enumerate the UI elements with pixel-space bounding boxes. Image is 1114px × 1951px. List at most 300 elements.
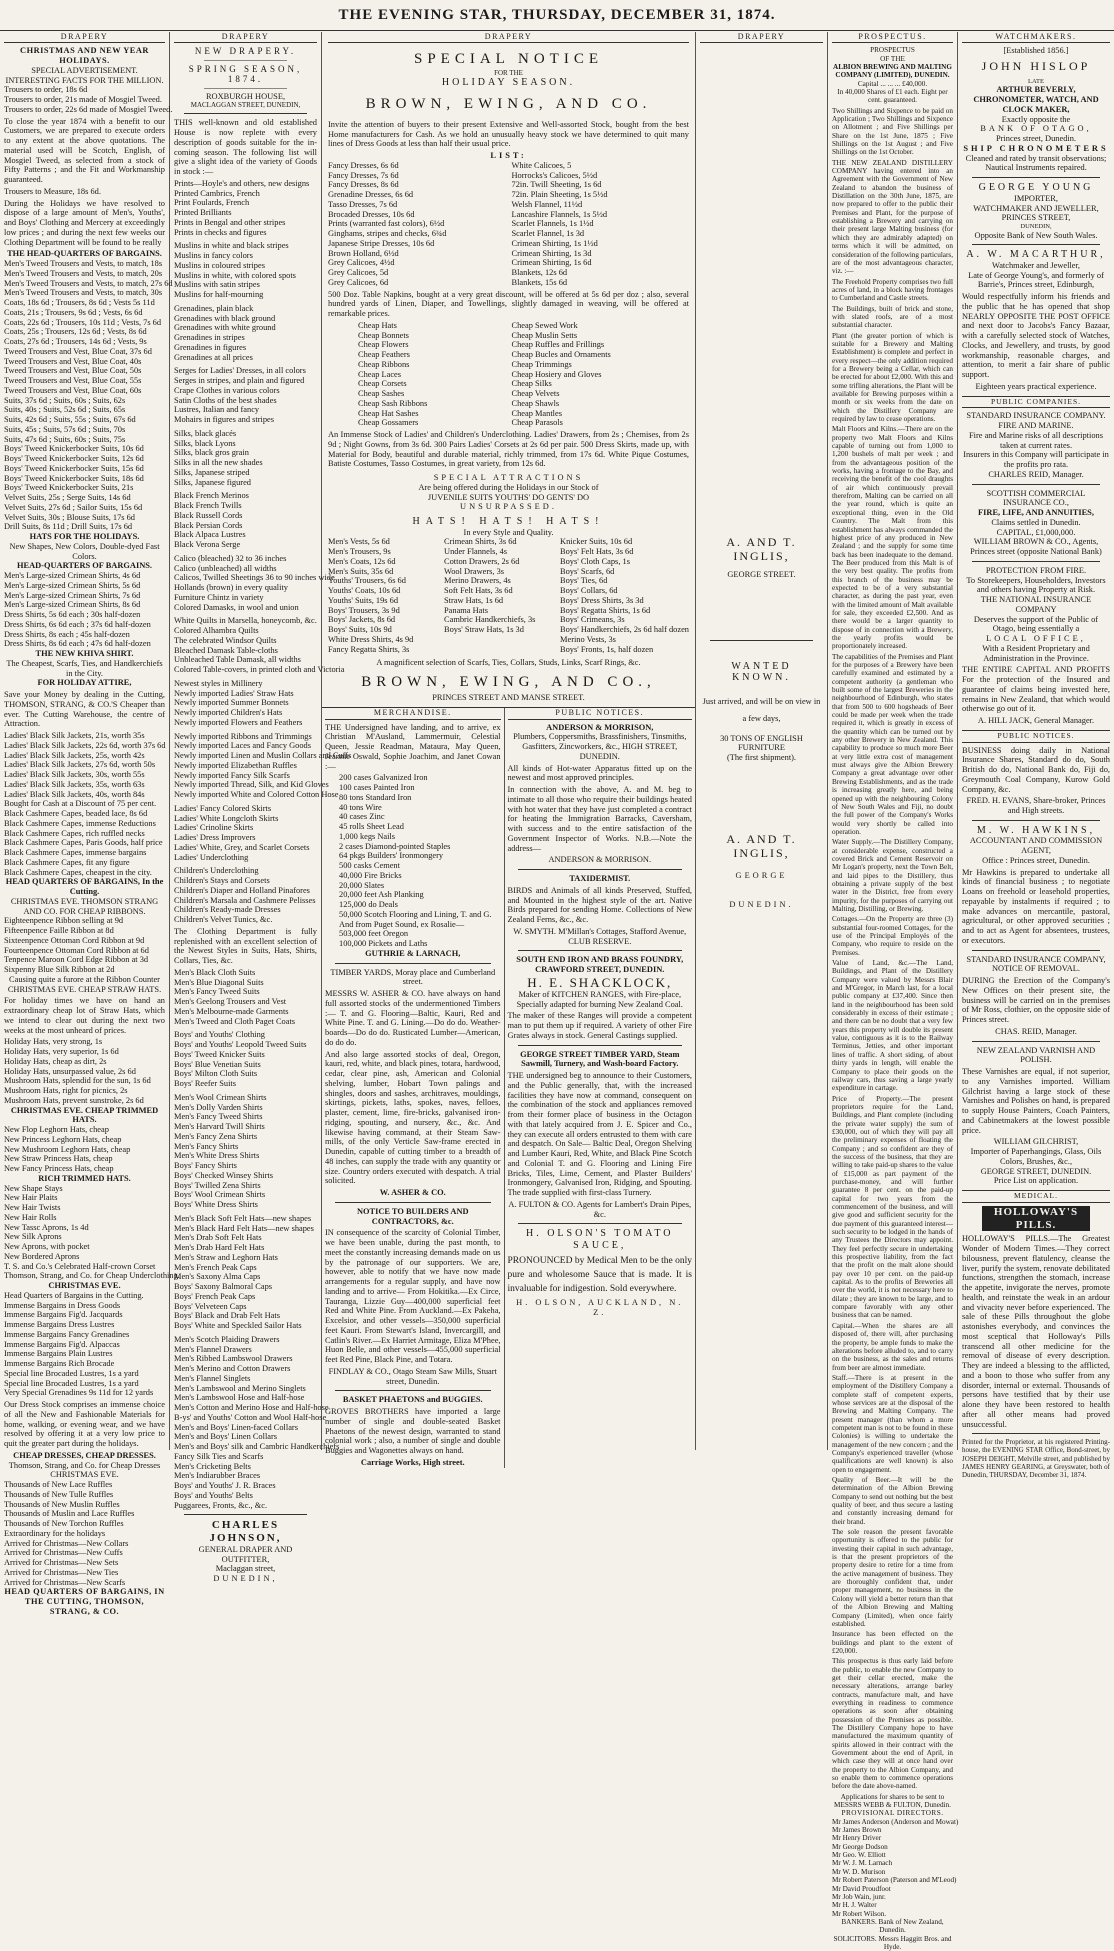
list-item: Mr W. D. Murison: [832, 1867, 886, 1876]
list-item: Ladies' Dress Improvers: [174, 833, 256, 843]
list-item: Grenadines with black ground: [174, 313, 276, 323]
list-item: Mr Robert Wilson.: [832, 1909, 887, 1918]
list-item: Men's Black Soft Felt Hats—new shapes: [174, 1213, 312, 1223]
ad-paragraph: Mr Hawkins is prepared to undertake all kinds of financial business ; to negotiate Loans on freehold or leasehold properties, repayable by instalments if required ; to make advances on mercantile, pastoral, agricultural, or other approved securities ; and to act as Agent for absentees, trustees, or executors.: [962, 867, 1110, 945]
list-item: Dress Shirts, 8s each ; 45s half-dozen: [4, 629, 130, 639]
list-item: Arrived for Christmas—New Sets: [4, 1558, 119, 1568]
ad-paragraph: The capabilities of the Premises and Plant for the purposes of a Brewery have been carefully examined and estimated by a competent authority (a gentleman who built some of the largest Breweries in the neighbourhood of Edinburgh, who states that from 500 to 600 hogsheads of Beer could be made per week when the trade required it, which is greatly in excess of the quantity which can be turned out by any other Brewery in New Zealand. This capability to produce so much more Beer at very little extra cost of management must always give the Albion Brewery Company a great advantage over other Brewing Establishments, and as the trade is increasing greatly here, and being opened up with the neighbouring Colony of New South Wales and Fiji, no doubt the full power of the Company's Works would very shortly be called into operation.: [832, 652, 953, 836]
ad-paragraph: The Buildings, built of brick and stone, with slated roofs, are of a most substantial character.: [832, 304, 953, 330]
list-item: Crimean Shirting, 1s 6d: [511, 258, 592, 268]
price-list: [328, 537, 438, 654]
list-item: Boys' Tweed Knickerbocker Suits, 18s 6d: [4, 473, 144, 483]
column-header: PROSPECTUS.: [832, 32, 953, 43]
list-item: 1,000 kegs Nails: [339, 831, 396, 841]
list-item: 200 cases Galvanized Iron: [339, 773, 428, 783]
list-item: Horrocks's Calicoes, 5½d: [511, 170, 598, 180]
divider: [972, 950, 1100, 951]
list-item: Brocaded Dresses, 10s 6d: [328, 209, 415, 219]
list-item: Boys' and Youths' Clothing: [174, 1030, 265, 1040]
list-item: Boys' and Youths' Leopold Tweed Suits: [174, 1040, 307, 1050]
ad-line: Exactly opposite the: [1001, 114, 1071, 124]
section-heading: BASKET PHAETONS and BUGGIES.: [342, 1395, 483, 1405]
list-item: Ladies' Black Silk Jackets, 25s, worth 42s: [4, 750, 145, 760]
list-item: Black Verona Serge: [174, 540, 241, 550]
section-heading: GEORGE STREET TIMBER YARD, Steam Sawmill, Turnery, and Wash-board Factory.: [520, 1049, 680, 1069]
list-item: Newly imported Fancy Silk Scarfs: [174, 770, 290, 780]
divider: [972, 561, 1100, 562]
list-item: 64 pkgs Builders' Ironmongery: [339, 851, 444, 861]
ad-paragraph: THE Undersigned have landing, and to arrive, ex Christian M'Ausland, Lammermuir, Celestial Queen, Jessie Readman, Mataura, May Queen, Jeannie Oswald, Sophie Joachim, and Janet Cowan :—: [325, 722, 501, 771]
address: DUNEDIN.: [729, 900, 794, 910]
divider: [518, 1045, 682, 1046]
list-item: Grenadines at all prices: [174, 352, 253, 362]
list-item: Ladies' White, Grey, and Scarlet Corsets: [174, 842, 310, 852]
ad-line: GEORGE STREET, DUNEDIN.: [980, 1166, 1092, 1176]
section-heading: HEAD QUARTERS OF BARGAINS, In the Cutting.: [5, 877, 164, 897]
list-item: New Mushroom Leghorn Hats, cheap: [4, 1144, 131, 1154]
list-item: New Princess Leghorn Hats, cheap: [4, 1134, 122, 1144]
list-item: Prints in checks and figures: [174, 227, 267, 237]
list-item: The celebrated Windsor Quilts: [174, 635, 277, 645]
ad-line: Cleaned and rated by transit observations; Nautical Instruments repaired.: [965, 153, 1107, 173]
advertiser-trade: GENERAL DRAPER AND OUTFITTER,: [198, 1544, 293, 1564]
advertiser-name: JOHN HISLOP: [981, 59, 1091, 74]
list-item: Newly imported Ladies' Straw Hats: [174, 688, 294, 698]
list-item: Thousands of New Muslin Ruffles: [4, 1499, 120, 1509]
ad-line: Deserves the support of the Public of Otago, being essentially a: [973, 614, 1099, 634]
divider: [972, 1041, 1100, 1042]
list-item: Boys' White Dress Shirts: [174, 1200, 258, 1210]
section-heading: SOUTH END IRON AND BRASS FOUNDRY, CRAWFORD STREET, DUNEDIN.: [516, 955, 684, 974]
list-item: Children's Velvet Tunics, &c.: [174, 915, 273, 925]
list-item: Prints in Bengal and other stripes: [174, 217, 286, 227]
ad-line: ACCOUNTANT AND COMMISSION AGENT,: [969, 836, 1103, 856]
ad-line: PRINCES STREET,: [1001, 213, 1071, 223]
list-item: Boys' Regatta Shirts, 1s 6d: [560, 605, 651, 615]
divider: [335, 1390, 491, 1391]
list-item: Newly imported Summer Bonnets: [174, 698, 289, 708]
ad-paragraph: PRONOUNCED by Medical Men to be the only pure and wholesome Sauce that is made. It is invaluable for indigestion. Sold everywhere.: [507, 1255, 692, 1295]
ad-line: FRED. H. EVANS, Share-broker, Princes and High streets.: [966, 796, 1106, 816]
list-item: Cheap Muslin Setts: [511, 330, 578, 340]
list-item: Men's Fancy Tweed Shirts: [174, 1112, 263, 1122]
list-item: Tweed Trousers and Vest, Blue Coat, 50s: [4, 366, 142, 376]
list-item: 50,000 Scotch Flooring and Lining, T. and G.: [339, 909, 492, 919]
address: GEORGE STREET.: [727, 570, 796, 580]
list-item: New Shape Stays: [4, 1183, 63, 1193]
divider: [335, 963, 491, 964]
ad-line: Late of George Young's, and formerly of Barrie's, Princes street, Edinburgh,: [968, 270, 1104, 290]
column-drapery-4: [696, 32, 828, 1450]
list-item: Silks, black glacés: [174, 428, 237, 438]
list-item: Tasso Dresses, 7s 6d: [328, 199, 398, 209]
list-item: Immense Bargains Fig'd. Alpaccas: [4, 1339, 120, 1349]
advertiser-name: W. ASHER & CO.: [379, 1188, 446, 1197]
column-header: MERCHANDISE.: [325, 708, 501, 719]
list-item: Black French Twills: [174, 501, 242, 511]
ad-line: A. HILL JACK, General Manager.: [977, 716, 1095, 726]
list-item: Mr James Brown: [832, 1826, 882, 1835]
price-list: [4, 571, 165, 649]
list-item: Fancy Silk Ties and Scarfs: [174, 1451, 264, 1461]
list-item: Newly imported White and Colored Cotton Hose: [174, 790, 339, 800]
advertiser-name: MESSRS WEBB & FULTON, Dunedin.: [834, 1801, 951, 1810]
ad-line: CAPITAL, £1,000,000.: [996, 527, 1076, 537]
list-item: Men's Flannel Drawers: [174, 1344, 252, 1354]
list-item: New Flop Leghorn Hats, cheap: [4, 1125, 109, 1135]
divider: [204, 60, 287, 61]
advertiser-name: M. W. HAWKINS,: [976, 824, 1096, 836]
list-item: Men's Fancy Shirts: [174, 1141, 239, 1151]
goods-list: [174, 178, 352, 925]
divider: [518, 950, 682, 951]
list-item: White Calicoes, 5: [511, 160, 572, 170]
advertiser-name: A. AND T. INGLIS,: [726, 831, 797, 860]
list-item: Holiday Hats, very superior, 1s 6d: [4, 1047, 119, 1057]
list-item: Crimean Shirting, 1s 1½d: [511, 238, 598, 248]
ad-line: BANK OF OTAGO,: [980, 124, 1092, 134]
advertiser-name: BROWN, EWING, AND CO.,: [361, 674, 656, 691]
column-drapery-1: [0, 32, 180, 1616]
list-item: Bought for Cash at a Discount of 75 per cent.: [4, 799, 157, 809]
masthead: THE EVENING STAR, THURSDAY, DECEMBER 31, 1874.: [0, 0, 1114, 31]
list-item: Trousers to order, 22s 6d made of Mosgiel Tweed.: [4, 104, 173, 114]
price-list: [560, 537, 689, 654]
list-item: Men's Saxony Alma Caps: [174, 1272, 261, 1282]
list-item: Men's Blue Diagonal Suits: [174, 977, 264, 987]
list-item: Suits, 37s 6d ; Suits, 60s ; Suits, 62s: [4, 395, 126, 405]
list-item: Men's Tweed Trousers and Vests, to match, 30s: [4, 288, 163, 298]
list-item: Holiday Hats, cheap as dirt, 2s: [4, 1056, 107, 1066]
advertiser-name: THE NATIONAL INSURANCE COMPANY: [980, 595, 1092, 614]
list-item: Mushroom Hats, right for picnics, 2s: [4, 1086, 128, 1096]
list-item: Ladies' White Longcloth Skirts: [174, 813, 279, 823]
list-item: Arrived for Christmas—New Collars: [4, 1538, 129, 1548]
list-item: Youths' Suits, 19s 6d: [328, 595, 399, 605]
list-item: Fancy Dresses, 8s 6d: [328, 180, 399, 190]
list-item: New Tassc Aprons, 1s 4d: [4, 1222, 89, 1232]
list-item: Thomson, Strang, and Co. for Cheap Underclothing.: [4, 1271, 180, 1281]
ad-line: [Established 1856.]: [1003, 46, 1069, 56]
list-item: Men's and Boys' Linen-faced Collars: [174, 1422, 298, 1432]
divider: [972, 1433, 1100, 1434]
list-item: Boys' Checked Winsey Shirts: [174, 1170, 273, 1180]
ad-title: ALBION BREWING AND MALTING COMPANY (LIMITED), DUNEDIN.: [833, 62, 952, 80]
list-item: Calico (unbleached) all widths: [174, 563, 277, 573]
list-item: Japanese Stripe Dresses, 10s 6d: [328, 238, 435, 248]
list-item: Welsh Flannel, 11½d: [511, 199, 583, 209]
list-item: Colored Table-covers, in printed cloth and Victoria: [174, 665, 345, 675]
list-item: Coats, 21s ; Trousers, 9s 6d ; Vests, 6s 6d: [4, 307, 143, 317]
ad-paragraph: This prospectus is thus early laid before the public, to enable the new Company to get their cellar erected, make the necessary alterations, arrange barley contracts, manufacture malt, and have everything in readiness to commence operations as soon after obtaining possession of the Premises as possible. The Distillery Company hope to have manufactured the maximum quantity of spirits allowed in their contract with the Government about the end of April, in which case they will at once hand over the property to the Albion Company, and so enable them to commence operations before the date above-named.: [832, 1657, 953, 1791]
list-item: Silks, Japanese figured: [174, 477, 251, 487]
list-item: Boys' Saxony Balmoral Caps: [174, 1282, 273, 1292]
ad-line: Are being offered during the Holidays in our Stock of: [418, 482, 599, 492]
list-item: Scarlet Flannel, 1s 3d: [511, 229, 585, 238]
ad-paragraph: HOLLOWAY'S PILLS.—The Greatest Wonder of Modern Times.—They correct bilousness, prevent flatulency, cleanse the liver, purify the system, renovate debilitated functions, strengthen the stomach, increase the appetite, invigorate the nerves, promote health, and reinstate the weak in an ardour and vivacity never before experienced. The sale of these Pills throughout the globe astonishes everybody, and convinces the most sceptical that Holloway's Pills transcend all other medicine for the removal of disease of every description. They are indeed a blessing to the afflicted, and a boon to those who suffer from any disorder, internal or external. Thousands of persons have testified that by their use alone they have been restored to health after all other means had proved unsuccessful.: [962, 1234, 1110, 1429]
ad-subtitle: SPRING SEASON, 1874.: [188, 63, 303, 85]
list-item: Men's Large-sized Crimean Shirts, 7s 6d: [4, 590, 141, 600]
advertiser-name: H. OLSON, AUCKLAND, N. Z.: [516, 1298, 684, 1318]
list-item: Ladies' Black Silk Jackets, 27s 6d, worth 50s: [4, 760, 156, 770]
advertiser-name: A. FULTON & CO. Agents for Lambert's Drain Pipes, &c.: [508, 1199, 692, 1219]
section-header: PUBLIC COMPANIES.: [962, 396, 1110, 409]
ad-line: WILLIAM BROWN & CO., Agents, Princes street (opposite National Bank): [970, 537, 1102, 557]
holloway-banner: HOLLOWAY'S PILLS.: [982, 1206, 1090, 1232]
divider: [335, 1202, 491, 1203]
column-header: DRAPERY: [4, 32, 165, 43]
list-item: Boys' White and Speckled Sailor Hats: [174, 1321, 302, 1331]
list-item: Suits, 42s 6d ; Suits, 55s ; Suits, 67s 6d: [4, 415, 136, 425]
section-heading: TIMBER YARDS, Moray place and Cumberland street.: [330, 967, 496, 987]
column-header: DRAPERY: [174, 32, 317, 43]
ad-line: SHIP CHRONOMETERS: [963, 143, 1109, 153]
list-item: Drill Suits, 8s 11d ; Drill Suits, 17s 6d: [4, 522, 133, 532]
list-item: Prints—Hoyle's and others, new designs: [174, 178, 310, 188]
list-item: Suits, 40s ; Suits, 52s 6d ; Suits, 65s: [4, 405, 126, 415]
list-item: Cheap Trimmings: [511, 359, 572, 369]
section-heading: HATS FOR THE HOLIDAYS.: [29, 532, 140, 542]
address: Maclaggan street,: [215, 1564, 276, 1574]
divider: [972, 244, 1100, 245]
section-heading: NOTICE OF REMOVAL.: [991, 964, 1081, 974]
directors-list: [832, 1817, 959, 1918]
list-item: Cheap Parasols: [511, 418, 563, 428]
list-item: Newly imported Elizabethan Ruffles: [174, 760, 297, 770]
column-prospectus: [828, 32, 959, 1951]
ad-paragraph: MESSRS W. ASHER & CO. have always on hand full assorted stocks of the undermentioned Timbers :— T. and G. Flooring—Baltic, Kauri, Red and White Pine. T. and G. Lining.—Do do do. Weather-boards—Do do do. Rusticated Lumber—American, do do do.: [325, 989, 501, 1047]
list-item: Grenadines in stripes: [174, 333, 245, 343]
column-header: PUBLIC NOTICES.: [508, 708, 692, 719]
list-item: Soft Felt Hats, 3s 6d: [444, 586, 513, 596]
ad-line: With a Resident Proprietary and Administration in the Province.: [982, 643, 1090, 663]
list-item: Arrived for Christmas—New Ties: [4, 1567, 119, 1577]
list-item: Dress Shirts, 8s 6d each ; 47s 6d half-dozen: [4, 639, 151, 649]
list-item: Immense Bargains in Dress Goods: [4, 1300, 121, 1310]
list-item: Printed Brilliants: [174, 208, 232, 218]
address: DUNEDIN,: [1020, 223, 1052, 231]
list-item: Men's Tweed Trousers and Vests, to match, 18s: [4, 259, 163, 269]
list-item: Boys' Handkerchiefs, 2s 6d half dozen: [560, 625, 689, 635]
list-item: Cheap Mantles: [511, 408, 562, 418]
list-item: Cheap Ribbons: [358, 359, 410, 369]
goods-list: [512, 321, 660, 428]
list-item: Cheap Laces: [358, 369, 402, 379]
list-item: Muslins in white and black stripes: [174, 241, 289, 251]
list-item: Coats, 25s ; Trousers, 12s 6d ; Vests, 8s 6d: [4, 327, 147, 337]
advertiser-name: A. AND T. INGLIS,: [726, 535, 797, 564]
list-item: Panama Hats: [444, 605, 488, 615]
price-list: [4, 1480, 165, 1587]
ad-paragraph: An Immense Stock of Ladies' and Children's Underclothing. Ladies' Drawers, from 2s ; Chemises, from 2s 9d ; Night Gowns, from 3s 6d. 300 Pairs Ladies' Corsets at 2s 6d per pair. 500 Dress Skirts, made up, with Material for Body, beautiful and durable material, richly trimmed, from 17s 6d. White Pique Costumes, Batiste Costumes, Tasso Costumes, in great variety, from 12s 6d.: [328, 430, 689, 469]
list-item: Unbleached Table Damask, all widths: [174, 655, 301, 665]
list-item: Merino Vests, 3s: [560, 634, 616, 644]
list-item: Men's and Boys' Linen Collars: [174, 1432, 278, 1442]
list-item: Silks, black Lyons: [174, 438, 236, 448]
price-list: [4, 1125, 165, 1174]
list-item: 100,000 Pickets and Laths: [339, 939, 428, 948]
ad-line: ARTHUR BEVERLY,: [996, 85, 1076, 95]
ad-line: Watchmaker and Jeweller,: [991, 260, 1081, 270]
list-item: Children's Ready-made Dresses: [174, 905, 281, 915]
list-item: Ladies' Black Silk Jackets, 22s 6d, worth 37s 6d: [4, 740, 166, 750]
list-item: 20,000 Slates: [339, 880, 385, 890]
list-item: Men's Wool Crimean Shirts: [174, 1092, 267, 1102]
ad-paragraph: For holiday times we have on hand an extraordinary cheap lot of Straw Hats, which we intend to clear out during the next two weeks at the most unheard of prices.: [4, 996, 165, 1035]
list-item: Serges for Ladies' Dresses, in all colors: [174, 366, 306, 376]
list-item: Print Foulards, French: [174, 198, 250, 208]
ad-paragraph: The sole reason the present favorable opportunity is offered to the public for investing their capital in such advantage, is that the present proprietors of the property desire to retire for a time from the active management of business. They are thoroughly confident that, under proper management, no business in the Colony will yield a better return than that of the Albion Brewing and Malting Company (Limited), when once fairly established.: [832, 1528, 953, 1628]
ad-footer: HEAD QUARTERS OF BARGAINS, IN THE CUTTING, THOMSON, STRANG, & CO.: [4, 1587, 165, 1616]
advertiser-name: STANDARD INSURANCE COMPANY,: [966, 954, 1106, 964]
ad-line: Insurers in this Company will participate in the profits pro rata.: [963, 450, 1109, 470]
list-item: Hollands (brown) in every quality: [174, 583, 288, 593]
ad-title: NEW DRAPERY.: [194, 46, 297, 57]
list-item: Mr Job Wain, junr.: [832, 1892, 886, 1901]
list-item: Boys' Tweed Knickerbocker Suits, 12s 6d: [4, 454, 144, 464]
list-item: Fifteenpence Faille Ribbon at 8d: [4, 926, 114, 936]
ad-subtitle: HOLIDAY SEASON.: [441, 76, 576, 88]
ad-line: Eighteen years practical experience.: [975, 381, 1097, 391]
list-item: Newly imported Flowers and Feathers: [174, 717, 303, 727]
ad-line: Applications for shares to be sent to: [840, 1792, 945, 1801]
advertiser-name: SCOTTISH COMMERCIAL INSURANCE CO.,: [986, 488, 1086, 508]
ad-line: Capital ... ... ... £40,000.: [857, 79, 928, 88]
list-item: Grenadine Dresses, 6s 6d: [328, 190, 414, 199]
list-item: New Straw Princess Hats, cheap: [4, 1154, 113, 1164]
ad-title: PROSPECTUS: [870, 46, 915, 55]
list-item: T. S. and Co.'s Celebrated Half-crown Corset: [4, 1261, 156, 1271]
list-item: Mr David Proudfoot: [832, 1884, 891, 1893]
ad-paragraph: Our Dress Stock comprises an immense choice of all the New and Fashionable Materials for home, walking, or evening wear, and we have resolved by offering it at a very low price to quit the greater part during the holidays.: [4, 1400, 165, 1449]
ad-paragraph: Malt Floors and Kilns.—There are on the property two Malt Floors and Kilns capable of turning out from 1,000 to 1,200 bushels of malt per week ; and from the advantageous position of the works, having a frontage to the Bay, and receiving the benefit of the cool draughts of air which continuously prevail therefrom, Malting can be carried on all the year round, which is quite an exceptional thing, even in the Old Country. The Malt from this establishment has always commanded the highest price of any produced in New Zealand ; and the supply for some time back has been inadequate to the demand. The Beer produced from this Malt is of the very best quality. The profits from this branch of the business may be expected to be of a very substantial character, as during the past year, even with the limited amount of Malt available for sale, they exceeded £2,500. And as there would be a larger quantity to dispose of in connection with a Brewery, the yearly profits would be proportionately increased.: [832, 425, 953, 651]
list-item: New Fancy Princess Hats, cheap: [4, 1164, 114, 1174]
list-item: Mushroom Hats, splendid for the sun, 1s 6d: [4, 1076, 151, 1086]
list-item: Men's Drab Hard Felt Hats: [174, 1243, 265, 1253]
list-item: Immense Bargains Dress Lustres: [4, 1320, 115, 1330]
list-item: 503,000 feet Oregon: [339, 929, 409, 939]
list-item: Cheap Sashes: [358, 389, 405, 398]
list-item: Boys' Fancy Shirts: [174, 1161, 237, 1171]
list-item: Ladies' Black Silk Jackets, 30s, worth 55s: [4, 770, 145, 780]
list-item: Mr Henry Driver: [832, 1834, 882, 1843]
list-item: Mr James Anderson (Anderson and Mowat): [832, 1817, 959, 1826]
list-item: Lancashire Flannels, 1s 5½d: [511, 209, 608, 219]
list-item: Boys' Straw Hats, 1s 3d: [444, 625, 524, 635]
list-item: Boys' Ties, 6d: [560, 576, 608, 586]
list-item: Immense Bargains Fig'd. Jacquards: [4, 1310, 123, 1320]
section-heading: FOR HOLIDAY ATTIRE,: [37, 678, 132, 688]
list-item: Boys' and Youths' J. R. Braces: [174, 1481, 276, 1491]
list-item: Grenadines, plain black: [174, 303, 254, 313]
ad-line: Price List on application.: [993, 1176, 1079, 1186]
list-item: Men's Large-sized Crimean Shirts, 8s 6d: [4, 600, 141, 610]
list-item: Bleached Damask Table-cloths: [174, 645, 278, 655]
list-item: Holiday Hats, unsurpassed value, 2s 6d: [4, 1066, 136, 1076]
ad-subtitle: INTERESTING FACTS FOR THE MILLION.: [5, 75, 164, 85]
price-list: [4, 187, 165, 197]
list-item: Men's Fancy Tweed Suits: [174, 987, 260, 997]
list-item: Cheap Velvets: [511, 389, 560, 398]
list-item: Grenadines in figures: [174, 342, 247, 352]
price-list: [4, 916, 165, 975]
list-item: 72in. Plain Sheeting, 1s 5½d: [511, 190, 608, 199]
list-item: Black Cashmere Capes, beaded lace, 8s 6d: [4, 809, 148, 819]
list-item: New Silk Aprons: [4, 1232, 62, 1242]
list-item: Ginghams, stripes and checks, 6¾d: [328, 229, 447, 238]
list-item: Newest styles in Millinery: [174, 678, 263, 688]
list-item: Velvet Suits, 25s ; Serge Suits, 14s 6d: [4, 493, 131, 503]
list-item: Cheap Hats: [358, 320, 397, 330]
list-item: Boys' Twilled Zena Shirts: [174, 1180, 261, 1190]
section-heading: RICH TRIMMED HATS.: [38, 1173, 131, 1183]
advertiser-name: CHARLES JOHNSON,: [209, 1519, 282, 1545]
section-heading: PROVISIONAL DIRECTORS.: [841, 1809, 944, 1818]
list-item: Men's Melbourne-made Garments: [174, 1006, 289, 1016]
list-item: Cheap Bonnets: [358, 330, 409, 340]
list-item: Prints (warranted fast colors), 6½d: [328, 219, 445, 229]
advertiser-name: A. W. MACARTHUR,: [966, 249, 1106, 261]
list-item: Tweed Trousers and Vest, Blue Coat, 40s: [4, 356, 142, 366]
list-item: Blankets, 12s 6d: [511, 268, 568, 277]
advertiser-name: BROWN, EWING, AND CO.: [365, 96, 652, 113]
list-item: Arrived for Christmas—New Scarfs: [4, 1577, 126, 1587]
list-item: Men's Lambswool and Merino Singlets: [174, 1383, 306, 1393]
ad-line: WILLIAM GILCHRIST,: [993, 1137, 1079, 1147]
list-item: Fourteenpence Ottoman Cord Ribbon at 6d: [4, 945, 149, 955]
column-header: WATCHMAKERS.: [962, 32, 1110, 43]
ad-paragraph: These Varnishes are equal, if not superior, to any Varnishes imported. William Gilchrist having a large stock of these Varnishes and Polishes on hand, is prepared to supply House Painters, Coach Painters, and Cabinetmakers at the lowest possible price.: [962, 1067, 1110, 1135]
ad-paragraph: Staff.—There is at present in the employment of the Distillery Company a complete staff of competent experts, whose services are at the disposal of the Brewing and Malting Company. The present manager (than whom a more competent man is not to be found in these Colonies) is willing to undertake the management of the new concern ; and the Company's experienced traveller (whose qualifications are well known) is also open to engagement.: [832, 1373, 953, 1474]
list-item: Colored Damasks, in wool and union: [174, 602, 299, 612]
list-item: Boys' Jackets, 8s 6d: [328, 615, 396, 625]
price-list: [4, 1037, 165, 1105]
section-heading: H. OLSON'S TOMATO SAUCE,: [525, 1228, 674, 1251]
list-item: Black Persian Cords: [174, 520, 243, 530]
list-item: Arrived for Christmas—New Cuffs: [4, 1548, 123, 1558]
ad-line: A magnificent selection of Scarfs, Ties, Collars, Studs, Links, Scarf Rings, &c.: [376, 658, 641, 668]
address: DUNEDIN,: [213, 1574, 278, 1584]
ad-paragraph: BIRDS and Animals of all kinds Preserved, Stuffed, and Mounted in the highest style of the art. Native Birds prepared for sending Home. Collections of New Zealand Ferns, &c., &c.: [507, 885, 692, 924]
list-item: Special line Brocaded Lustres, 1s a yard: [4, 1378, 139, 1388]
ad-paragraph: BUSINESS doing daily in National Insurance Shares, Standard do do, South British do do, National Bank do, Fiji do, Greymouth Coal Company, Kurow Gold Company, &c.: [962, 745, 1110, 794]
list-item: Thousands of Muslin and Lace Ruffles: [4, 1509, 135, 1519]
list-item: Cheap Flowers: [358, 340, 409, 350]
list-item: Men's Ribbed Lambswool Drawers: [174, 1354, 293, 1364]
price-list: [444, 537, 554, 654]
ad-paragraph: The maker of these Ranges will provide a competent man to put them up if required. A variety of other Fire Grates always in stock. General Castings supplied.: [507, 1011, 692, 1040]
column-header: DRAPERY: [328, 32, 689, 43]
address: MACLAGGAN STREET, DUNEDIN,: [190, 101, 301, 110]
advertiser-name: GEORGE YOUNG: [978, 182, 1094, 194]
ad-subtitle: OF THE: [880, 54, 905, 63]
list-item: B-ys' and Youths' Cotton and Wool Half-hose: [174, 1412, 327, 1422]
list-item: Blankets, 15s 6d: [511, 277, 568, 287]
list-item: Cheap Feathers: [358, 350, 410, 359]
ad-title: CHRISTMAS AND NEW YEAR HOLIDAYS.: [20, 46, 149, 66]
list-item: Children's Stays and Corsets: [174, 876, 270, 886]
list-item: Grey Calicoes, 5d: [328, 268, 389, 277]
list-item: Printed Cambrics, French: [174, 188, 260, 198]
list-item: Men's Harvard Twill Shirts: [174, 1122, 265, 1132]
list-item: Cheap Hat Sashes: [358, 408, 419, 418]
list-item: 20,000 feet Ash Planking: [339, 890, 424, 900]
list-item: Boys' Tweed Knicker Suits: [174, 1049, 265, 1059]
list-item: Under Flannels, 4s: [444, 547, 508, 557]
list-item: Men's Large-sized Crimean Shirts, 5s 6d: [4, 580, 141, 590]
section-heading: CHRISTMAS EVE.: [48, 1281, 121, 1291]
list-item: Dress Shirts, 6s 6d each ; 37s 6d half-dozen: [4, 619, 151, 629]
